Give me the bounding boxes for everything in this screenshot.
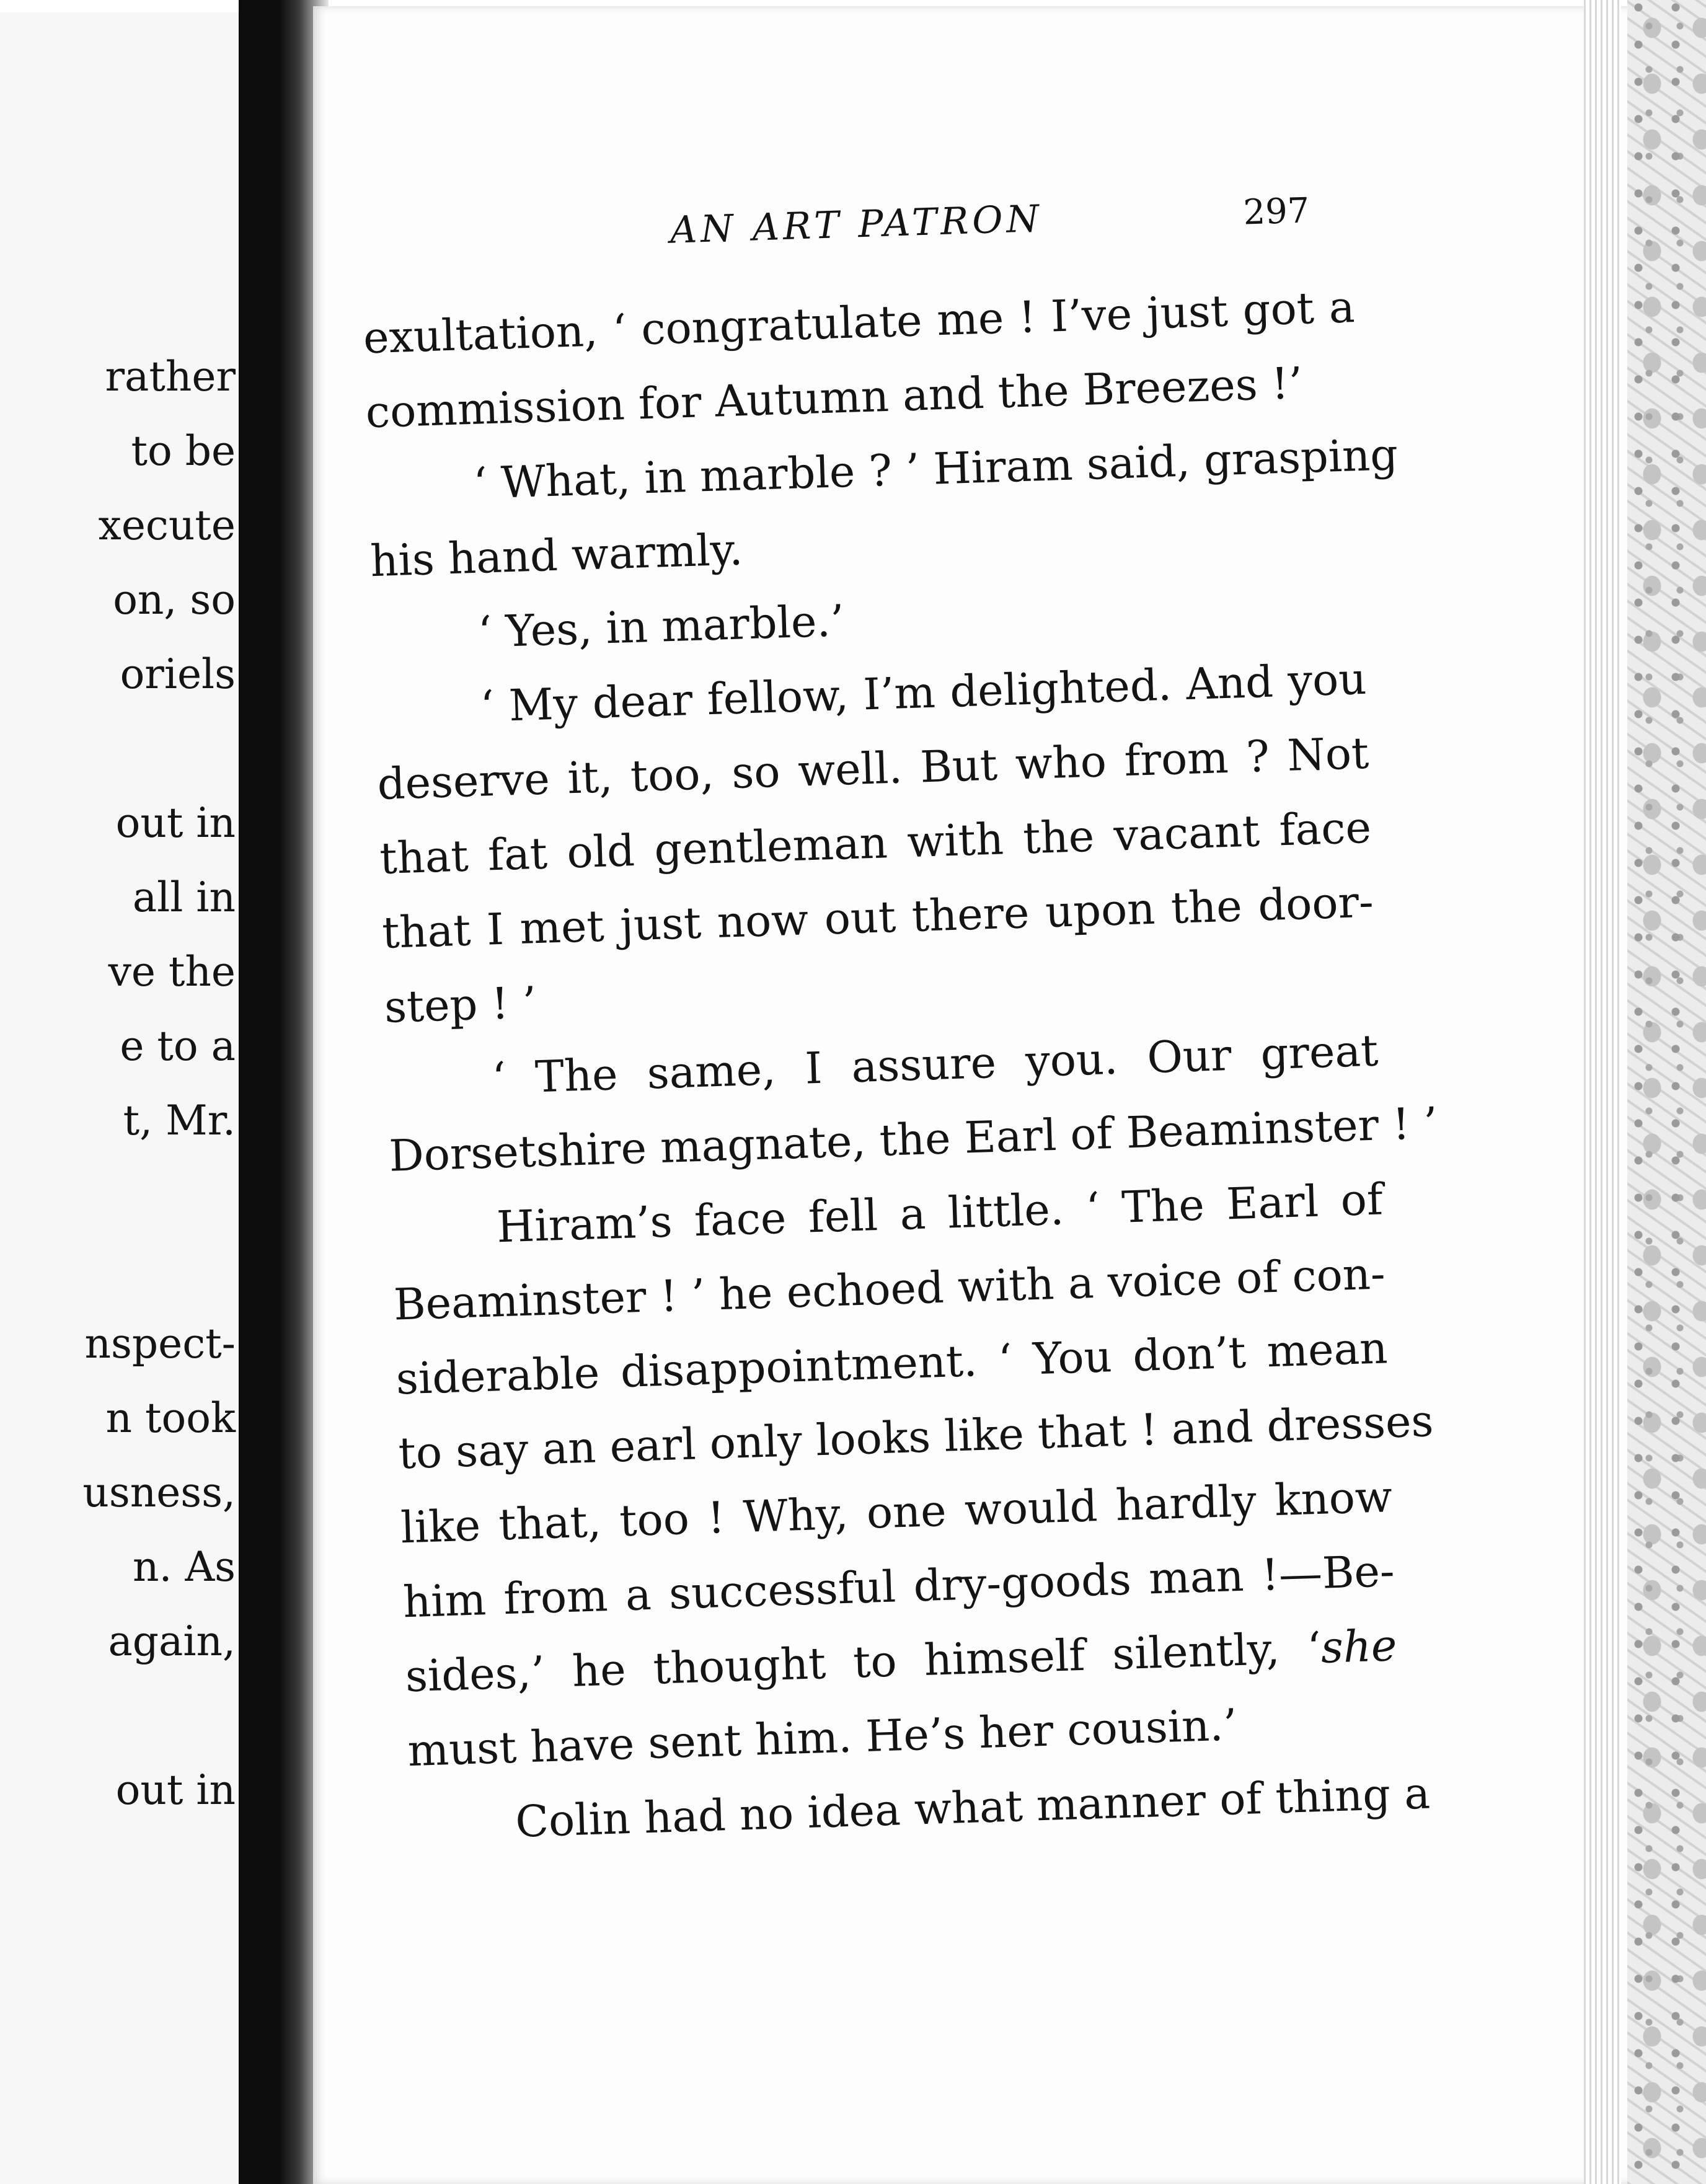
text-line: him from a successful dry-goods man !—Be- [402, 1545, 1395, 1628]
left-page-fragment: on, so [113, 576, 236, 624]
text-line: like that, too ! Why, one would hardly know [400, 1471, 1393, 1554]
left-page [0, 12, 260, 2184]
body-text [362, 270, 1439, 1862]
text-line: must have sent him. He’s her cousin.’ [407, 1699, 1238, 1777]
text-line: to say an earl only looks like that ! and dresses [397, 1395, 1434, 1479]
left-page-fragment: t, Mr. [123, 1097, 236, 1144]
left-page-fragment: all in [132, 873, 236, 921]
text-line: commission for Autumn and the Breezes !’ [365, 357, 1304, 438]
text-line: Beaminster ! ’ he echoed with a voice of con- [392, 1248, 1386, 1330]
text-line: that I met just now out there upon the door- [381, 876, 1374, 958]
left-page-fragment: e to a [120, 1022, 236, 1070]
text-line: his hand warmly. [369, 524, 744, 587]
left-page-fragment: out in [115, 799, 236, 847]
text-line: Colin had no idea what manner of thing a [515, 1767, 1431, 1847]
right-page [313, 6, 1637, 2184]
text-line: step ! ’ [383, 977, 537, 1033]
left-page-fragment: xecute [98, 502, 236, 549]
text-line: ‘ My dear fellow, I’m delighted. And you [479, 653, 1368, 732]
running-head: AN ART PATRON [669, 197, 1043, 252]
decorative-endpaper [1627, 0, 1706, 2184]
left-page-fragment: rather [105, 353, 236, 400]
left-page-fragment: nspect- [84, 1320, 236, 1368]
italic-word: she [1320, 1620, 1398, 1673]
text-line: Hiram’s face fell a little. ‘ The Earl of [496, 1174, 1384, 1253]
left-page-fragment: usness, [82, 1469, 236, 1516]
text-line: ‘ What, in marble ? ’ Hiram said, grasping [472, 429, 1399, 509]
left-page-fragment: to be [131, 427, 236, 475]
text-line: Dorsetshire magnate, the Earl of Beaminster ! ’ [388, 1097, 1439, 1182]
left-page-fragment: out in [115, 1766, 236, 1814]
left-page-fragment: n took [105, 1394, 236, 1442]
left-page-fragment: oriels [120, 650, 236, 698]
left-page-fragment: again, [108, 1617, 236, 1665]
text-line: that fat old gentleman with the vacant face [379, 802, 1372, 884]
page-content [279, 0, 1670, 2184]
text-line-main: sides,’ he thought to himself silently, ‘ [404, 1622, 1322, 1702]
left-page-fragment: ve the [108, 948, 236, 996]
text-line: exultation, ‘ congratulate me ! I’ve just got a [362, 281, 1356, 364]
text-line: ‘ Yes, in marble.’ [477, 595, 846, 658]
text-line: siderable disappointment. ‘ You don’t mean [395, 1322, 1389, 1405]
page-number: 297 [1242, 190, 1310, 233]
text-line: ‘ The same, I assure you. Our great [491, 1025, 1379, 1104]
left-page-fragment: n. As [133, 1543, 236, 1591]
page-edges [1584, 0, 1621, 2184]
text-line: deserve it, too, so well. But who from ? Not [376, 727, 1370, 810]
